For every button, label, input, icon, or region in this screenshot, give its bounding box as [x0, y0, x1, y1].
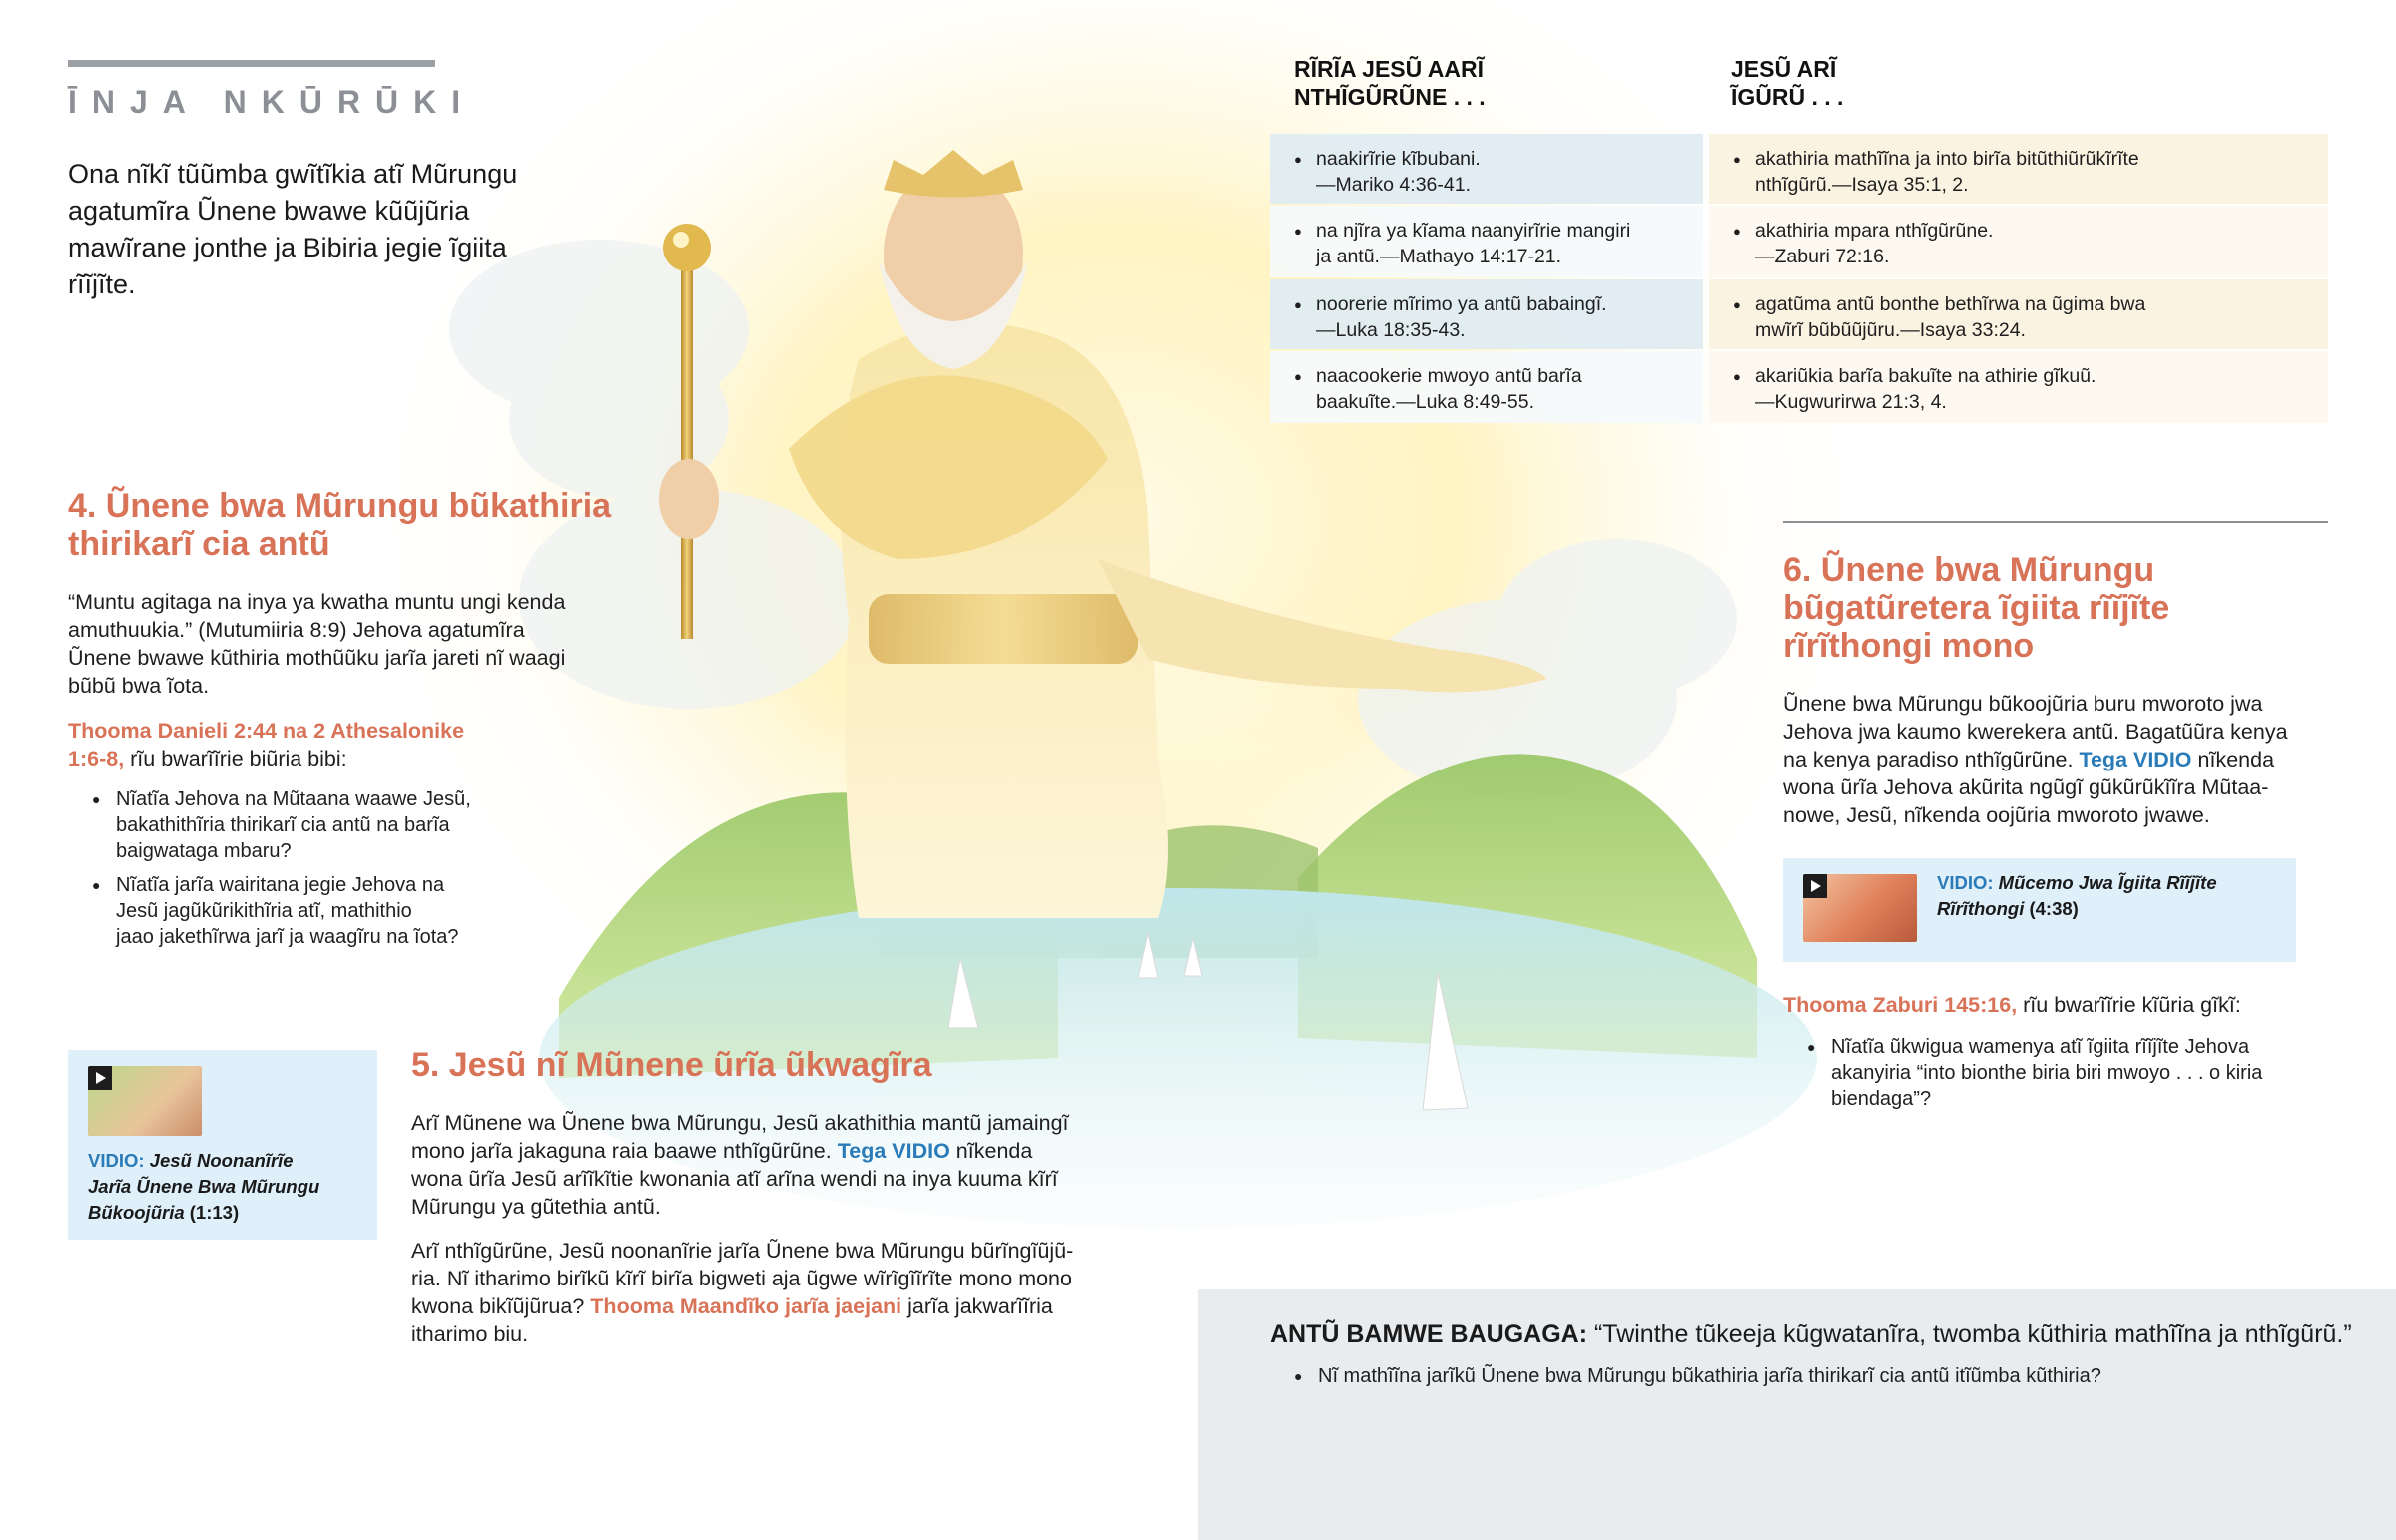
section6-body: Ũnene bwa Mũrungu bũkoojũria buru mworoto jwa Jehova jwa kaumo kwerekera antũ. Bagatũũra kenya na kenya paradiso nthĩgũrũne. Tega VIDIO nĩkenda wona ũrĩa Jehova akũrita ngũgĩ gũkũrũkĩĩra Mũtaa- nowe, Jesũ, nĩkenda oojũria mworoto jwawe.	[1783, 692, 2288, 827]
video-title[interactable]: VIDIO: Jesũ Noonanĩrĩe Jarĩa Ũnene Bwa Mũrungu Bũkoojũria (1:13)	[88, 1150, 320, 1223]
section5-heading: 5. Jesũ nĩ Mũnene ũrĩa ũkwagĩra	[411, 1046, 932, 1084]
video-box-1[interactable]	[68, 1050, 377, 1240]
panel-quote: ANTŨ BAMWE BAUGAGA: “Twinthe tũkeeja kũgwatanĩra, twomba kũthiria mathĩĩna ja nthĩgũrũ.”	[1270, 1320, 2352, 1348]
table-row: ● naacookerie mwoyo antũ barĩa baakuĩte.—Luka 8:49-55.	[1270, 351, 1703, 423]
intro-text: Ona nĩkĩ tũũmba gwĩtĩkia atĩ Mũrungu agatumĩra Ũnene bwawe kũũjũria mawĩrane jonthe ja Bibiria jegie ĩgiita rĩĩjĩte.	[68, 159, 518, 299]
header-rule	[68, 60, 435, 67]
section6-heading: 6. Ũnene bwa Mũrungu bũgatũretera ĩgiita rĩĩjĩte rĩrĩthongi mono	[1783, 551, 2170, 665]
list-item: ● Nĩatĩa ũkwigua wamenya atĩ ĩgiita rĩĩjĩte Jehova akanyiria “into bionthe biria biri mwoyo . . . o kiria biendaga”?	[1807, 1034, 2326, 1112]
play-icon[interactable]	[88, 1066, 112, 1090]
video-box-2[interactable]	[1783, 858, 2296, 962]
video-thumbnail[interactable]	[1803, 874, 1917, 942]
section4-body: “Muntu agitaga na inya ya kwatha muntu ungi kenda amuthuukia.” (Mutumiiria 8:9) Jehova agatumĩra Ũnene bwawe kũthiria mothũũku jarĩa jareti nĩ waagi bũbũ bwa ĩota.	[68, 590, 566, 698]
section5-para1: Arĩ Mũnene wa Ũnene bwa Mũrungu, Jesũ akathithia mantũ jamaingĩ mono jarĩa jakaguna raia baawe nthĩgũrũne. Tega VIDIO nĩkenda wona ũrĩa Jesũ arĩĩkĩtie kwonania atĩ arĩna wendi na inya kuuma kĩrĩ Mũrungu ya gũtethia antũ.	[411, 1111, 1069, 1219]
table-row: ● naakirĩrie kĩbubani. —Mariko 4:36-41.	[1270, 134, 1703, 204]
section4-read: Thooma Danieli 2:44 na 2 Athesalonike 1:6-8, rĩu bwarĩĩrie biũria bibi:	[68, 717, 627, 772]
section4-questions	[92, 786, 511, 958]
table-header-left: RĨRĨA JESŨ AARĨ NTHĨGŨRŨNE . . .	[1294, 56, 1486, 110]
play-icon[interactable]	[1803, 874, 1827, 898]
video-thumbnail[interactable]	[88, 1066, 202, 1136]
table-row: ● agatũma antũ bonthe bethĩrwa na ũgima bwa mwĩrĩ bũbũũjũru.—Isaya 33:24.	[1709, 279, 2328, 349]
page-title: ĪNJA NKŪRŪKI	[68, 84, 476, 120]
section4-heading: 4. Ũnene bwa Mũrungu bũkathiria thirikarĩ cia antũ	[68, 487, 612, 563]
play-video-link[interactable]: Tega VIDIO	[837, 1139, 950, 1163]
scripture-link[interactable]: Thooma Maandĩko jarĩa jaejani	[590, 1294, 902, 1318]
panel-questions	[1294, 1363, 2352, 1397]
list-item: ● Nĩatĩa Jehova na Mũtaana waawe Jesũ, bakathithĩria thirikarĩ cia antũ na barĩa baigwataga mbaru?	[92, 786, 511, 864]
scripture-link[interactable]: 1:6-8,	[68, 747, 125, 770]
list-item: ● Nĩatĩa jarĩa wairitana jegie Jehova na Jesũ jagũkũrikithĩria atĩ, mathithio jaao jakethĩrwa jarĩ ja waagĩru na ĩota?	[92, 872, 511, 950]
table-header-right: JESŨ ARĨ ĨGŨRŨ . . .	[1731, 56, 1844, 110]
video-title[interactable]: VIDIO: Mũcemo Jwa Ĩgiita Rĩĩjĩte Rĩrĩthongi (4:38)	[1937, 872, 2217, 919]
section5-para2: Arĩ nthĩgũrũne, Jesũ noonanĩrie jarĩa Ũnene bwa Mũrungu bũrĩngĩũjũ- ria. Nĩ itharimo birĩkũ kĩrĩ birĩa bigweti aja ũgwe wĩrĩgĩĩrĩte mono mono kwona bikĩũjũrua? Thooma Maandĩko jarĩa jaejani jarĩa jakwarĩĩria itharimo biu.	[411, 1239, 1074, 1346]
section6-read: Thooma Zaburi 145:16, rĩu bwarĩĩrie kĩũria gĩkĩ:	[1783, 993, 2241, 1017]
section6-questions	[1807, 1034, 2326, 1120]
scripture-link[interactable]: Thooma Zaburi 145:16,	[1783, 993, 2018, 1017]
table-row: ● na njĩra ya kĩama naanyirĩrie mangiri ja antũ.—Mathayo 14:17-21.	[1270, 206, 1703, 277]
list-item: ● Nĩ mathĩĩna jarĩkũ Ũnene bwa Mũrungu bũkathiria jarĩa thirikarĩ cia antũ itĩũmba kũthiria?	[1294, 1363, 2352, 1389]
table-row: ● noorerie mĩrimo ya antũ babaingĩ. —Luka 18:35-43.	[1270, 279, 1703, 349]
table-row: ● akathiria mpara nthĩgũrũne. —Zaburi 72:16.	[1709, 206, 2328, 277]
play-video-link[interactable]: Tega VIDIO	[2079, 748, 2192, 771]
table-row: ● akariũkia barĩa bakuĩte na athirie gĩkuũ. —Kugwurirwa 21:3, 4.	[1709, 351, 2328, 423]
table-row: ● akathiria mathĩĩna ja into birĩa bitũthiũrũkĩrĩte nthĩgũrũ.—Isaya 35:1, 2.	[1709, 134, 2328, 204]
scripture-link[interactable]: Thooma Danieli 2:44 na 2 Athesalonike	[68, 719, 465, 743]
section-divider	[1783, 521, 2328, 523]
